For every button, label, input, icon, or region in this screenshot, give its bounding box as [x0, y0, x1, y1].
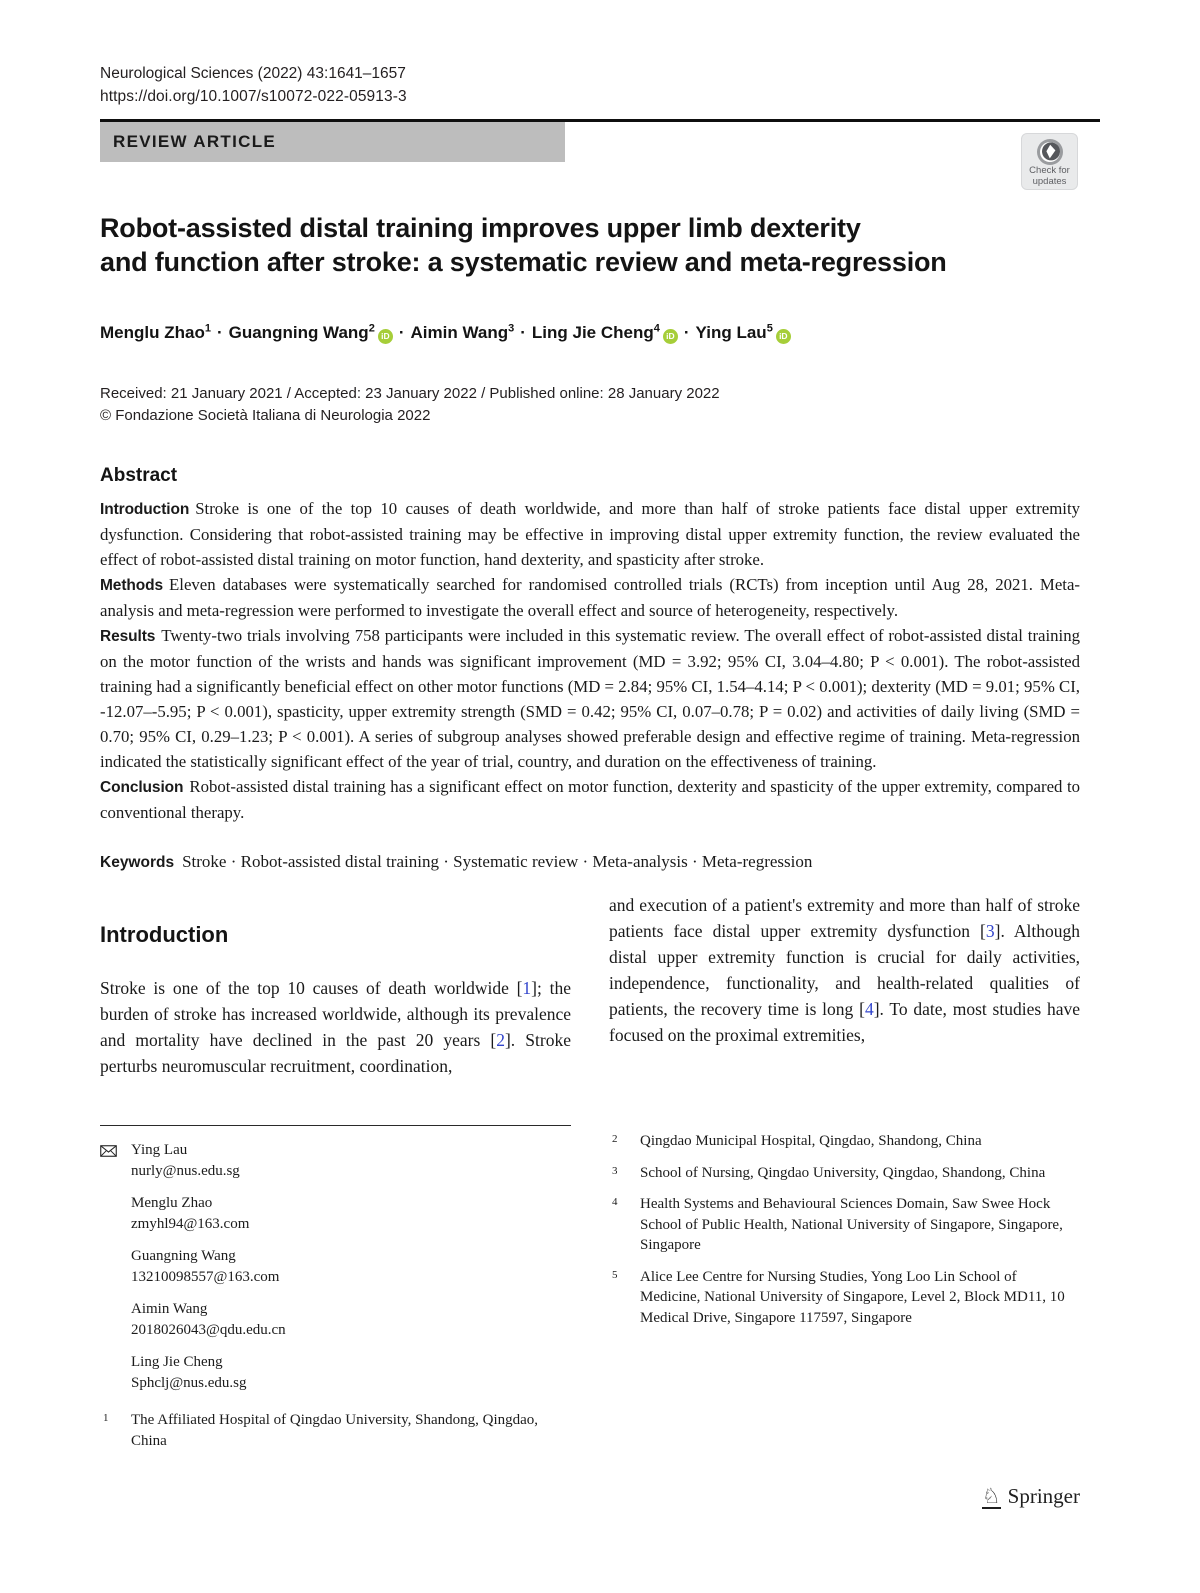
affiliation-entry — [100, 1410, 571, 1451]
title-line-2: and function after stroke: a systematic review and meta-regression — [100, 247, 947, 277]
introduction-paragraph-left — [100, 975, 571, 1079]
correspondent-email[interactable]: Sphclj@nus.edu.sg — [131, 1374, 247, 1391]
abstract-section-label: Methods — [100, 576, 164, 594]
footnote-rule — [100, 1125, 571, 1126]
affiliation-entry — [609, 1194, 1080, 1256]
springer-knight-icon: ♘ — [981, 1483, 1001, 1508]
introduction-paragraph-right — [609, 892, 1080, 1048]
received-accepted-published: Received: 21 January 2021 / Accepted: 23 January 2022 / Published online: 28 January 2022 — [100, 384, 720, 402]
body-column-right — [609, 872, 1080, 1079]
correspondence-entry — [100, 1140, 571, 1181]
body-columns — [100, 872, 1080, 1079]
abstract-methods — [100, 572, 1080, 623]
copyright-line: © Fondazione Società Italiana di Neurologia 2022 — [100, 406, 431, 424]
correspondent-name: Ling Jie Cheng — [131, 1354, 223, 1370]
check-badge-label: Check for updates — [1029, 165, 1070, 187]
affiliation-text: Alice Lee Centre for Nursing Studies, Yong Loo Lin School of Medicine, National University of Singapore, Level 2, Block MD11, 10 Medical Drive, Singapore 117597, Singapore — [640, 1268, 1065, 1326]
author-list — [100, 322, 1080, 344]
check-for-updates-badge[interactable] — [1021, 133, 1078, 190]
correspondent-name: Aimin Wang — [131, 1301, 208, 1317]
author-separator: · — [683, 322, 690, 342]
affiliation-number: 4 — [612, 1196, 618, 1208]
footnotes-right-column — [609, 1125, 1080, 1462]
article-type-banner: REVIEW ARTICLE — [100, 122, 565, 162]
citation-link[interactable]: 1 — [522, 977, 532, 998]
journal-reference: Neurological Sciences (2022) 43:1641–1657 — [100, 65, 406, 82]
correspondent-email[interactable]: zmyhl94@163.com — [131, 1215, 250, 1232]
affiliation-entry — [609, 1267, 1080, 1329]
abstract-section-text: Eleven databases were systematically searched for randomised controlled trials (RCTs) from inception until Aug 28, 2021. Meta-analysis and meta-regression were performed to investigate the overall effect and source of heterogeneity, respectively. — [100, 574, 1080, 620]
footnotes-left-column — [100, 1125, 571, 1462]
body-text: ]; the burden of stroke has increased worldwide, although its prevalence and mortality have declined in the past 20 years [ — [100, 977, 571, 1050]
abstract-heading: Abstract — [100, 464, 178, 486]
abstract-section-text: Twenty-two trials involving 758 participants were included in this systematic review. The overall effect of robot-assisted distal training on the motor function of the wrists and hands was significant improvement (MD = 3.92; 95% CI, 3.04–4.80; P < 0.001). The robot-assisted training had a significantly beneficial effect on other motor functions (MD = 2.84; 95% CI, 1.54–4.14; P < 0.001); dexterity (MD = 9.01; 95% CI, -12.07–-5.95; P < 0.001), spasticity, upper extremity strength (SMD = 0.42; 95% CI, 0.07–0.78; P = 0.02) and activities of daily living (SMD = 0.70; 95% CI, 0.29–1.23; P < 0.001). A series of subgroup analyses showed preferable design and effective regime of training. Meta-regression indicated the statistically significant effect of the year of trial, country, and duration on the effectiveness of training. — [100, 625, 1080, 771]
keywords-label: Keywords — [100, 853, 175, 871]
author-separator: · — [398, 322, 405, 342]
crossmark-icon — [1036, 138, 1064, 166]
body-column-left — [100, 872, 571, 1079]
orcid-icon[interactable]: iD — [776, 329, 791, 344]
abstract-section-label: Introduction — [100, 500, 190, 518]
correspondence-entry — [100, 1299, 571, 1340]
orcid-icon[interactable]: iD — [663, 329, 678, 344]
affiliation-number: 2 — [612, 1133, 618, 1145]
doi-link[interactable]: https://doi.org/10.1007/s10072-022-05913-3 — [100, 88, 407, 105]
correspondence-entry — [100, 1352, 571, 1393]
citation-link[interactable]: 4 — [864, 998, 874, 1019]
keywords-text: Stroke · Robot-assisted distal training · Systematic review · Meta-analysis · Meta-regression — [182, 851, 813, 871]
correspondent-email[interactable]: 13210098557@163.com — [131, 1268, 280, 1285]
abstract-introduction — [100, 496, 1080, 572]
citation-link[interactable]: 2 — [496, 1029, 505, 1050]
introduction-heading: Introduction — [100, 921, 229, 947]
affiliation-number: 3 — [612, 1164, 618, 1177]
body-text: ]. Although distal upper extremity function is crucial for daily activities, independence, functionality, and health-related qualities of patients, the recovery time is long [ — [609, 920, 1080, 1019]
orcid-icon[interactable]: iD — [378, 329, 393, 344]
citation-link[interactable]: 3 — [985, 920, 995, 941]
correspondent-email[interactable]: nurly@nus.edu.sg — [131, 1162, 240, 1179]
affiliation-text: Qingdao Municipal Hospital, Qingdao, Shandong, China — [640, 1133, 982, 1149]
publisher-name: Springer — [1007, 1484, 1080, 1508]
abstract-section-label: Results — [100, 627, 156, 645]
correspondence-entry — [100, 1246, 571, 1287]
author: Aimin Wang$^3$ — [410, 322, 515, 342]
correspondent-name: Ying Lau — [131, 1142, 188, 1158]
author-separator: · — [216, 322, 223, 342]
affiliation-entry — [609, 1131, 1080, 1152]
correspondent-email[interactable]: 2018026043@qdu.edu.cn — [131, 1321, 286, 1338]
author: Guangning Wang$^2$iD — [229, 323, 393, 342]
author: Menglu Zhao$^1$ — [100, 322, 211, 342]
article-type-banner-row — [100, 122, 1100, 162]
abstract-conclusion — [100, 774, 1080, 825]
abstract-results — [100, 623, 1080, 774]
keywords-line — [100, 852, 1080, 872]
affiliation-text: School of Nursing, Qingdao University, Qingdao, Shandong, China — [640, 1164, 1046, 1181]
affiliation-text: Health Systems and Behavioural Sciences Domain, Saw Swee Hock School of Public Health, National University of Singapore, Singapore, Singapore — [640, 1196, 1063, 1253]
footnotes-area — [100, 1125, 1080, 1462]
body-text: ]. To date, most studies have focused on the proximal extremities, — [609, 998, 1081, 1045]
body-text: Stroke is one of the top 10 causes of death worldwide [ — [100, 977, 523, 998]
abstract-section-text: Robot-assisted distal training has a significant effect on motor function, dexterity and spasticity of the upper extremity, compared to conventional therapy. — [100, 776, 1080, 822]
affiliation-number: 1 — [103, 1412, 109, 1424]
affiliation-entry — [609, 1163, 1080, 1184]
affiliation-number: 5 — [612, 1268, 618, 1281]
author-separator: · — [520, 322, 526, 342]
abstract-section-text: Stroke is one of the top 10 causes of death worldwide, and more than half of stroke patients face distal upper extremity dysfunction. Considering that robot-assisted training may be effective in improving distal upper extremity function, the review evaluated the effect of robot-assisted distal training on motor function, hand dexterity, and spasticity after stroke. — [100, 498, 1080, 569]
title-line-1: Robot-assisted distal training improves upper limb dexterity — [100, 213, 861, 243]
page-title — [100, 211, 1080, 279]
correspondent-name: Menglu Zhao — [131, 1195, 213, 1211]
abstract-section-label: Conclusion — [100, 778, 184, 796]
author: Ying Lau$^5$iD — [696, 323, 791, 342]
correspondent-name: Guangning Wang — [131, 1248, 236, 1264]
springer-logo — [982, 1484, 1080, 1509]
envelope-icon — [100, 1140, 131, 1181]
body-text: ]. Stroke perturbs neuromuscular recruitment, coordination, — [100, 1029, 571, 1076]
author: Ling Jie Cheng$^4$iD — [532, 323, 678, 342]
affiliation-text: The Affiliated Hospital of Qingdao University, Shandong, Qingdao, China — [131, 1412, 539, 1449]
abstract-body — [100, 496, 1080, 825]
body-text: and execution of a patient's extremity and more than half of stroke patients face distal upper extremity dysfunction [ — [609, 894, 1080, 941]
correspondence-entry — [100, 1193, 571, 1234]
